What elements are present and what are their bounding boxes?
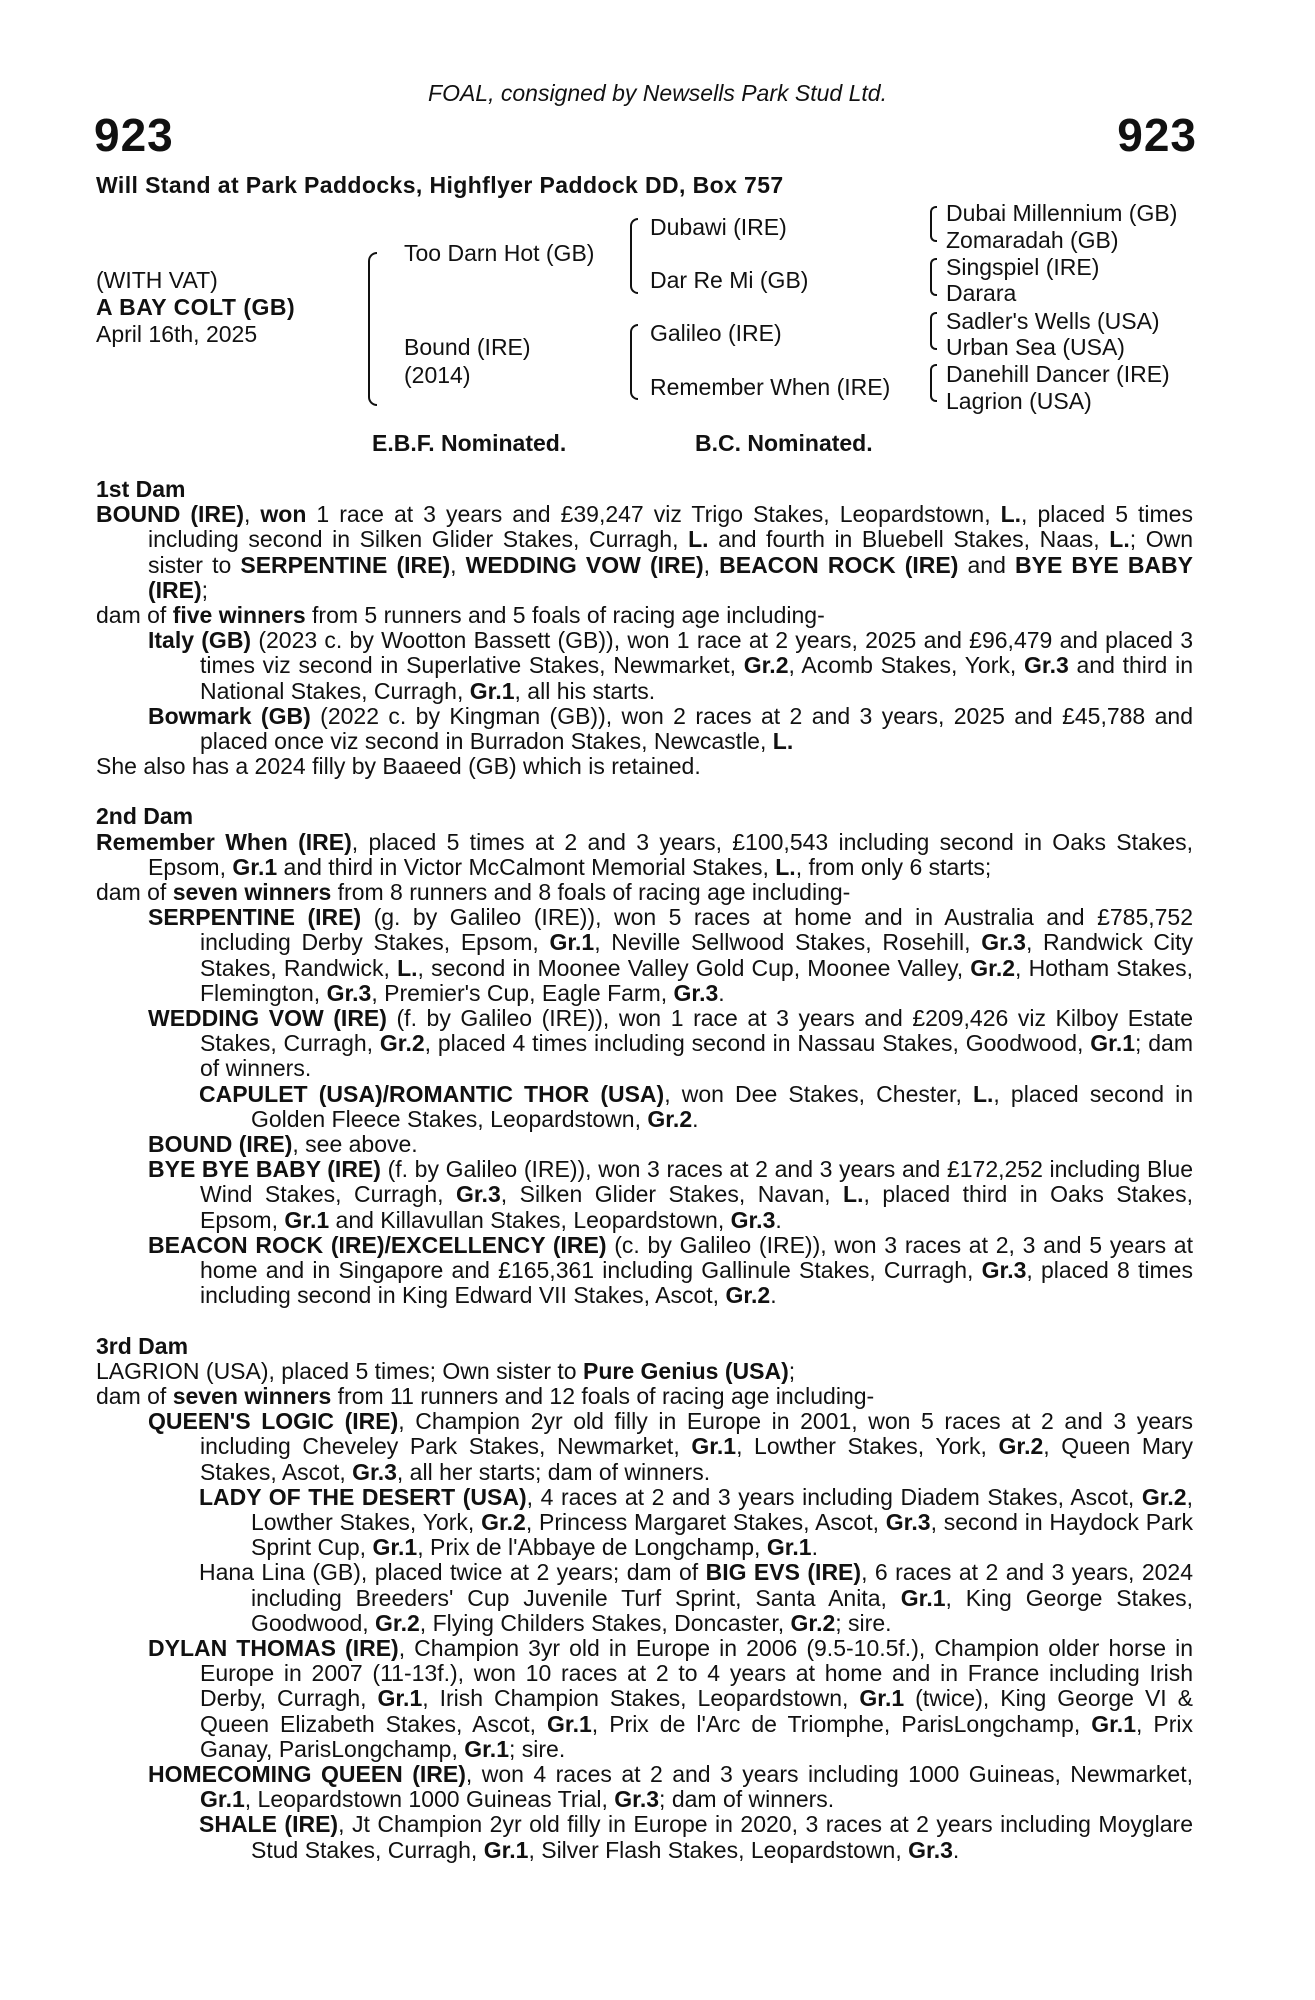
bold-text: Remember When (IRE)	[96, 828, 352, 855]
pedigree-brace-dam	[630, 324, 638, 400]
bold-text: five winners	[172, 602, 306, 629]
bold-text: Gr.3	[730, 1206, 776, 1233]
foaling-date: April 16th, 2025	[96, 321, 258, 347]
entry-text: ; sire.	[835, 1609, 892, 1636]
bold-text: Gr.2	[725, 1282, 771, 1309]
entry-text: and Killavullan Stakes, Leopardstown,	[329, 1206, 731, 1233]
ebf-nomination: E.B.F. Nominated.	[372, 430, 567, 456]
bold-text: seven winners	[172, 1382, 332, 1409]
second-dam-entry	[96, 1082, 1193, 1132]
entry-text: , Prix Ganay, ParisLongchamp,	[200, 1710, 1194, 1762]
bold-text: HOMECOMING QUEEN (IRE)	[148, 1760, 466, 1787]
pedigree-brace-2	[930, 258, 937, 296]
bold-text: Pure Genius (USA)	[582, 1357, 789, 1384]
entry-text: dam of	[96, 1382, 173, 1409]
entry-text: , King George Stakes, Goodwood,	[251, 1584, 1193, 1636]
pedigree-sire: Too Darn Hot (GB)	[404, 240, 595, 266]
bold-text: Italy (GB)	[148, 627, 252, 654]
entry-text: , Champion 2yr old filly in Europe in 2001, won 5 races at 2 and 3 years including Cheveley Park Stakes, Newmarket,	[200, 1408, 1193, 1460]
second-dam-section	[96, 830, 1193, 1309]
entry-text: and third in National Stakes, Curragh,	[200, 652, 1193, 704]
bold-text: BOUND (IRE)	[148, 1131, 293, 1158]
bold-text: Gr.2	[481, 1508, 526, 1535]
bold-text: Gr.3	[673, 979, 719, 1006]
bold-text: L.	[775, 853, 796, 880]
third-dam-entry	[96, 1384, 1193, 1409]
bold-text: Gr.2	[998, 1433, 1044, 1460]
entry-text: .	[952, 1836, 960, 1863]
entry-text: , all his starts.	[514, 677, 656, 704]
entry-text: ,	[450, 551, 466, 578]
first-dam-entry	[96, 502, 1193, 603]
bold-text: Gr.2	[743, 652, 789, 679]
entry-text: ;	[788, 1357, 796, 1384]
entry-text: , Champion 3yr old in Europe in 2006 (9.5-10.5f.), Champion older horse in Europe in 2007 (11-13f.), won 10 races at 2 to 4 years at home and in France including Irish Derby, Curragh,	[200, 1634, 1193, 1712]
pedigree-sire-dam: Dar Re Mi (GB)	[650, 267, 809, 293]
bold-text: L.	[843, 1181, 864, 1208]
pedigree-sire-sire: Dubawi (IRE)	[650, 214, 787, 240]
bold-text: Gr.3	[352, 1458, 397, 1485]
entry-text: , Flying Childers Stakes, Doncaster,	[419, 1609, 791, 1636]
second-dam-entry	[96, 1132, 1193, 1157]
first-dam-entry	[96, 704, 1193, 754]
entry-text: from 5 runners and 5 foals of racing age including-	[305, 602, 825, 629]
entry-text: 1 race at 3 years and £39,247 viz Trigo Stakes, Leopardstown,	[306, 501, 1001, 528]
entry-text: , 4 races at 2 and 3 years including Diadem Stakes, Ascot,	[526, 1483, 1142, 1510]
entry-text: , all her starts; dam of winners.	[396, 1458, 711, 1485]
pedigree-brace-main	[368, 252, 377, 406]
bold-text: Gr.3	[908, 1836, 953, 1863]
lot-number-right: 923	[1117, 109, 1197, 161]
entry-text: , placed third in Oaks Stakes, Epsom,	[200, 1181, 1193, 1233]
bold-text: SERPENTINE (IRE)	[148, 904, 362, 931]
stabling-line: Will Stand at Park Paddocks, Highflyer Paddock DD, Box 757	[96, 172, 784, 198]
pedigree-sdd: Darara	[946, 280, 1017, 306]
bold-text: LADY OF THE DESERT (USA)	[199, 1483, 527, 1510]
entry-text: .	[770, 1282, 777, 1309]
entry-text: She also has a 2024 filly by Baaeed (GB) which is retained.	[96, 753, 701, 780]
bold-text: L.	[1000, 501, 1022, 528]
bold-text: Gr.1	[691, 1433, 737, 1460]
second-dam-entry	[96, 1157, 1193, 1233]
entry-text: , Silver Flash Stakes, Leopardstown,	[528, 1836, 909, 1863]
bold-text: BIG EVS (IRE)	[705, 1559, 862, 1586]
bold-text: Gr.2	[379, 1030, 425, 1057]
pedigree-dam-sire: Galileo (IRE)	[650, 320, 782, 346]
entry-text: ; dam of winners.	[200, 1030, 1193, 1082]
pedigree-sss: Dubai Millennium (GB)	[946, 200, 1178, 226]
bold-text: BOUND (IRE)	[96, 501, 244, 528]
bold-text: Gr.3	[614, 1786, 660, 1813]
bold-text: SERPENTINE (IRE)	[240, 551, 451, 578]
bold-text: Gr.2	[647, 1105, 693, 1132]
bold-text: Gr.1	[200, 1786, 245, 1813]
bold-text: Gr.3	[455, 1181, 501, 1208]
entry-text: (c. by Galileo (IRE)), won 3 races at 2, 3 and 5 years at home and in Singapore and £165,361 including Gallinule Stakes, Curragh,	[200, 1231, 1193, 1284]
entry-text: , Neville Sellwood Stakes, Rosehill,	[594, 929, 982, 956]
pedigree-dsd: Urban Sea (USA)	[946, 334, 1125, 360]
first-dam-heading: 1st Dam	[96, 476, 186, 502]
bold-text: BEACON ROCK (IRE)/EXCELLENCY (IRE)	[148, 1231, 607, 1258]
entry-text: , Acomb Stakes, York,	[788, 652, 1024, 679]
bold-text: Gr.3	[885, 1508, 931, 1535]
entry-text: ,	[244, 501, 261, 528]
pedigree-brace-4	[930, 364, 937, 402]
entry-text: , Lowther Stakes, York,	[736, 1433, 999, 1460]
entry-text: Hana Lina (GB), placed twice at 2 years; dam of	[199, 1559, 706, 1586]
entry-text: (f. by Galileo (IRE)), won 1 race at 3 years and £209,426 viz Kilboy Estate Stakes, Curragh,	[200, 1005, 1193, 1057]
bold-text: L.	[688, 526, 709, 553]
entry-text: , won 4 races at 2 and 3 years including 1000 Guineas, Newmarket,	[465, 1760, 1193, 1787]
entry-text: , won Dee Stakes, Chester,	[664, 1080, 973, 1107]
pedigree-brace-sire	[630, 218, 638, 294]
bold-text: Gr.1	[232, 853, 278, 880]
entry-text: LAGRION (USA), placed 5 times; Own sister to	[96, 1357, 583, 1384]
entry-text: , Leopardstown 1000 Guineas Trial,	[244, 1786, 615, 1813]
bold-text: Gr.3	[981, 929, 1026, 956]
second-dam-entry	[96, 830, 1193, 880]
bold-text: Gr.3	[326, 979, 372, 1006]
entry-text: , placed second in Golden Fleece Stakes, Leopardstown,	[251, 1080, 1194, 1132]
bold-text: Gr.1	[900, 1584, 946, 1611]
bold-text: Gr.1	[1090, 1030, 1136, 1057]
bold-text: Bowmark (GB)	[148, 702, 311, 729]
lot-name: A BAY COLT (GB)	[96, 294, 296, 320]
third-dam-entry	[96, 1762, 1193, 1812]
bold-text: QUEEN'S LOGIC (IRE)	[148, 1408, 399, 1435]
bold-text: WEDDING VOW (IRE)	[465, 551, 704, 578]
entry-text: , Queen Mary Stakes, Ascot,	[200, 1433, 1194, 1485]
entry-text: , second in Haydock Park Sprint Cup,	[251, 1508, 1193, 1561]
first-dam-section	[96, 502, 1193, 779]
entry-text: (twice), King George VI & Queen Elizabeth Stakes, Ascot,	[200, 1685, 1193, 1737]
bold-text: Gr.2	[970, 954, 1016, 981]
entry-text: , Randwick City Stakes, Randwick,	[200, 929, 1193, 981]
entry-text: and	[958, 551, 1016, 578]
bold-text: Gr.1	[284, 1206, 330, 1233]
entry-text: dam of	[96, 602, 173, 629]
pedigree-dam-dam: Remember When (IRE)	[650, 374, 891, 400]
entry-text: , Prix de l'Abbaye de Longchamp,	[417, 1534, 767, 1561]
pedigree-sds: Singspiel (IRE)	[946, 254, 1100, 280]
entry-text: , 6 races at 2 and 3 years, 2024 including Breeders' Cup Juvenile Turf Sprint, Santa Anita,	[251, 1559, 1193, 1611]
bold-text: Gr.1	[859, 1685, 905, 1712]
pedigree-dam: Bound (IRE)	[404, 334, 531, 360]
third-dam-section	[96, 1359, 1193, 1863]
bold-text: Gr.1	[483, 1836, 529, 1863]
bold-text: Gr.1	[547, 1710, 592, 1737]
entry-text: ; dam of winners.	[659, 1786, 835, 1813]
third-dam-heading: 3rd Dam	[96, 1332, 189, 1359]
pedigree-ddd: Lagrion (USA)	[946, 388, 1092, 414]
bold-text: Gr.2	[1141, 1483, 1187, 1510]
entry-text: , see above.	[292, 1131, 418, 1158]
first-dam-entry	[96, 628, 1193, 704]
consignor-line: FOAL, consigned by Newsells Park Stud Ltd.	[428, 80, 887, 106]
bold-text: Gr.1	[377, 1685, 423, 1712]
entry-text: , Lowther Stakes, York,	[251, 1483, 1193, 1535]
entry-text: , placed 4 times including second in Nassau Stakes, Goodwood,	[424, 1030, 1091, 1057]
entry-text: , Premier's Cup, Eagle Farm,	[371, 979, 674, 1006]
entry-text: .	[718, 979, 725, 1006]
bold-text: BYE BYE BABY (IRE)	[148, 551, 1193, 603]
bold-text: L.	[397, 954, 418, 981]
third-dam-entry	[96, 1560, 1193, 1636]
first-dam-entry	[96, 603, 1193, 628]
bold-text: CAPULET (USA)/ROMANTIC THOR (USA)	[199, 1080, 665, 1107]
entry-text: and fourth in Bluebell Stakes, Naas,	[708, 526, 1110, 553]
entry-text: , Irish Champion Stakes, Leopardstown,	[422, 1685, 860, 1712]
third-dam-entry	[96, 1485, 1193, 1561]
bc-nomination: B.C. Nominated.	[695, 430, 873, 456]
bold-text: won	[260, 501, 307, 528]
third-dam-entry	[96, 1409, 1193, 1485]
third-dam-entry	[96, 1359, 1193, 1384]
entry-text: from 11 runners and 12 foals of racing age including-	[331, 1382, 875, 1409]
entry-text: (2022 c. by Kingman (GB)), won 2 races at 2 and 3 years, 2025 and £45,788 and placed once viz second in Burradon Stakes, Newcastle,	[200, 702, 1193, 755]
entry-text: and third in Victor McCalmont Memorial Stakes,	[277, 853, 776, 880]
pedigree-dss: Sadler's Wells (USA)	[946, 308, 1160, 334]
entry-text: , placed 5 times at 2 and 3 years, £100,543 including second in Oaks Stakes, Epsom,	[148, 828, 1193, 880]
pedigree-dam-year: (2014)	[404, 362, 471, 388]
entry-text: (f. by Galileo (IRE)), won 3 races at 2 and 3 years and £172,252 including Blue Wind Stakes, Curragh,	[200, 1156, 1193, 1208]
bold-text: L.	[772, 728, 794, 755]
second-dam-entry	[96, 1233, 1193, 1309]
bold-text: SHALE (IRE)	[199, 1811, 339, 1838]
second-dam-heading: 2nd Dam	[96, 803, 194, 830]
third-dam-entry	[96, 1812, 1193, 1862]
bold-text: Gr.1	[1091, 1710, 1136, 1737]
pedigree-brace-3	[930, 312, 937, 350]
catalogue-body	[96, 477, 1193, 1863]
bold-text: Gr.3	[981, 1257, 1027, 1284]
second-dam-entry	[96, 905, 1193, 1006]
second-dam-entry	[96, 880, 1193, 905]
bold-text: Gr.1	[766, 1534, 812, 1561]
third-dam-entry	[96, 1636, 1193, 1762]
entry-text: from 8 runners and 8 foals of racing age including-	[331, 879, 851, 906]
bold-text: Gr.1	[549, 929, 595, 956]
pedigree-dds: Danehill Dancer (IRE)	[946, 361, 1170, 387]
vat-note: (WITH VAT)	[96, 267, 218, 293]
pedigree-brace-1	[930, 206, 937, 242]
bold-text: Gr.1	[469, 677, 515, 704]
entry-text: ; Own sister to	[148, 526, 1193, 578]
entry-text: .	[775, 1206, 782, 1233]
bold-text: DYLAN THOMAS (IRE)	[148, 1634, 399, 1661]
entry-text: , placed 8 times including second in King Edward VII Stakes, Ascot,	[200, 1257, 1193, 1309]
bold-text: BEACON ROCK (IRE)	[719, 551, 959, 578]
bold-text: BYE BYE BABY (IRE)	[148, 1156, 381, 1183]
entry-text: ; sire.	[509, 1735, 566, 1762]
entry-text: ;	[201, 576, 209, 603]
entry-text: , Silken Glider Stakes, Navan,	[500, 1181, 844, 1208]
entry-text: (2023 c. by Wootton Bassett (GB)), won 1 race at 2 years, 2025 and £96,479 and placed 3 times viz second in Superlative Stakes, Newmarket,	[200, 627, 1193, 679]
bold-text: Gr.1	[372, 1534, 418, 1561]
entry-text: .	[692, 1105, 699, 1132]
entry-text: .	[811, 1534, 818, 1561]
entry-text: dam of	[96, 879, 173, 906]
entry-text: , Jt Champion 2yr old filly in Europe in 2020, 3 races at 2 years including Moyglare Stud Stakes, Curragh,	[251, 1811, 1194, 1863]
entry-text: , from only 6 starts;	[795, 853, 992, 880]
entry-text: , Prix de l'Arc de Triomphe, ParisLongchamp,	[591, 1710, 1092, 1737]
bold-text: Gr.2	[375, 1609, 420, 1636]
bold-text: L.	[1109, 526, 1130, 553]
bold-text: Gr.2	[790, 1609, 836, 1636]
second-dam-entry	[96, 1006, 1193, 1082]
bold-text: WEDDING VOW (IRE)	[148, 1005, 387, 1032]
bold-text: Gr.3	[1024, 652, 1069, 679]
entry-text: , second in Moonee Valley Gold Cup, Moonee Valley,	[417, 954, 971, 981]
lot-number-left: 923	[94, 109, 174, 161]
entry-text: (g. by Galileo (IRE)), won 5 races at home and in Australia and £785,752 including Derby Stakes, Epsom,	[200, 904, 1193, 956]
bold-text: seven winners	[172, 879, 332, 906]
bold-text: Gr.1	[464, 1735, 509, 1762]
pedigree-ssd: Zomaradah (GB)	[946, 227, 1119, 253]
bold-text: L.	[972, 1080, 994, 1107]
first-dam-entry	[96, 754, 1193, 779]
entry-text: , placed 5 times including second in Silken Glider Stakes, Curragh,	[148, 501, 1193, 553]
entry-text: , Hotham Stakes, Flemington,	[200, 954, 1193, 1006]
entry-text: , Princess Margaret Stakes, Ascot,	[525, 1508, 886, 1535]
entry-text: ,	[703, 551, 720, 578]
